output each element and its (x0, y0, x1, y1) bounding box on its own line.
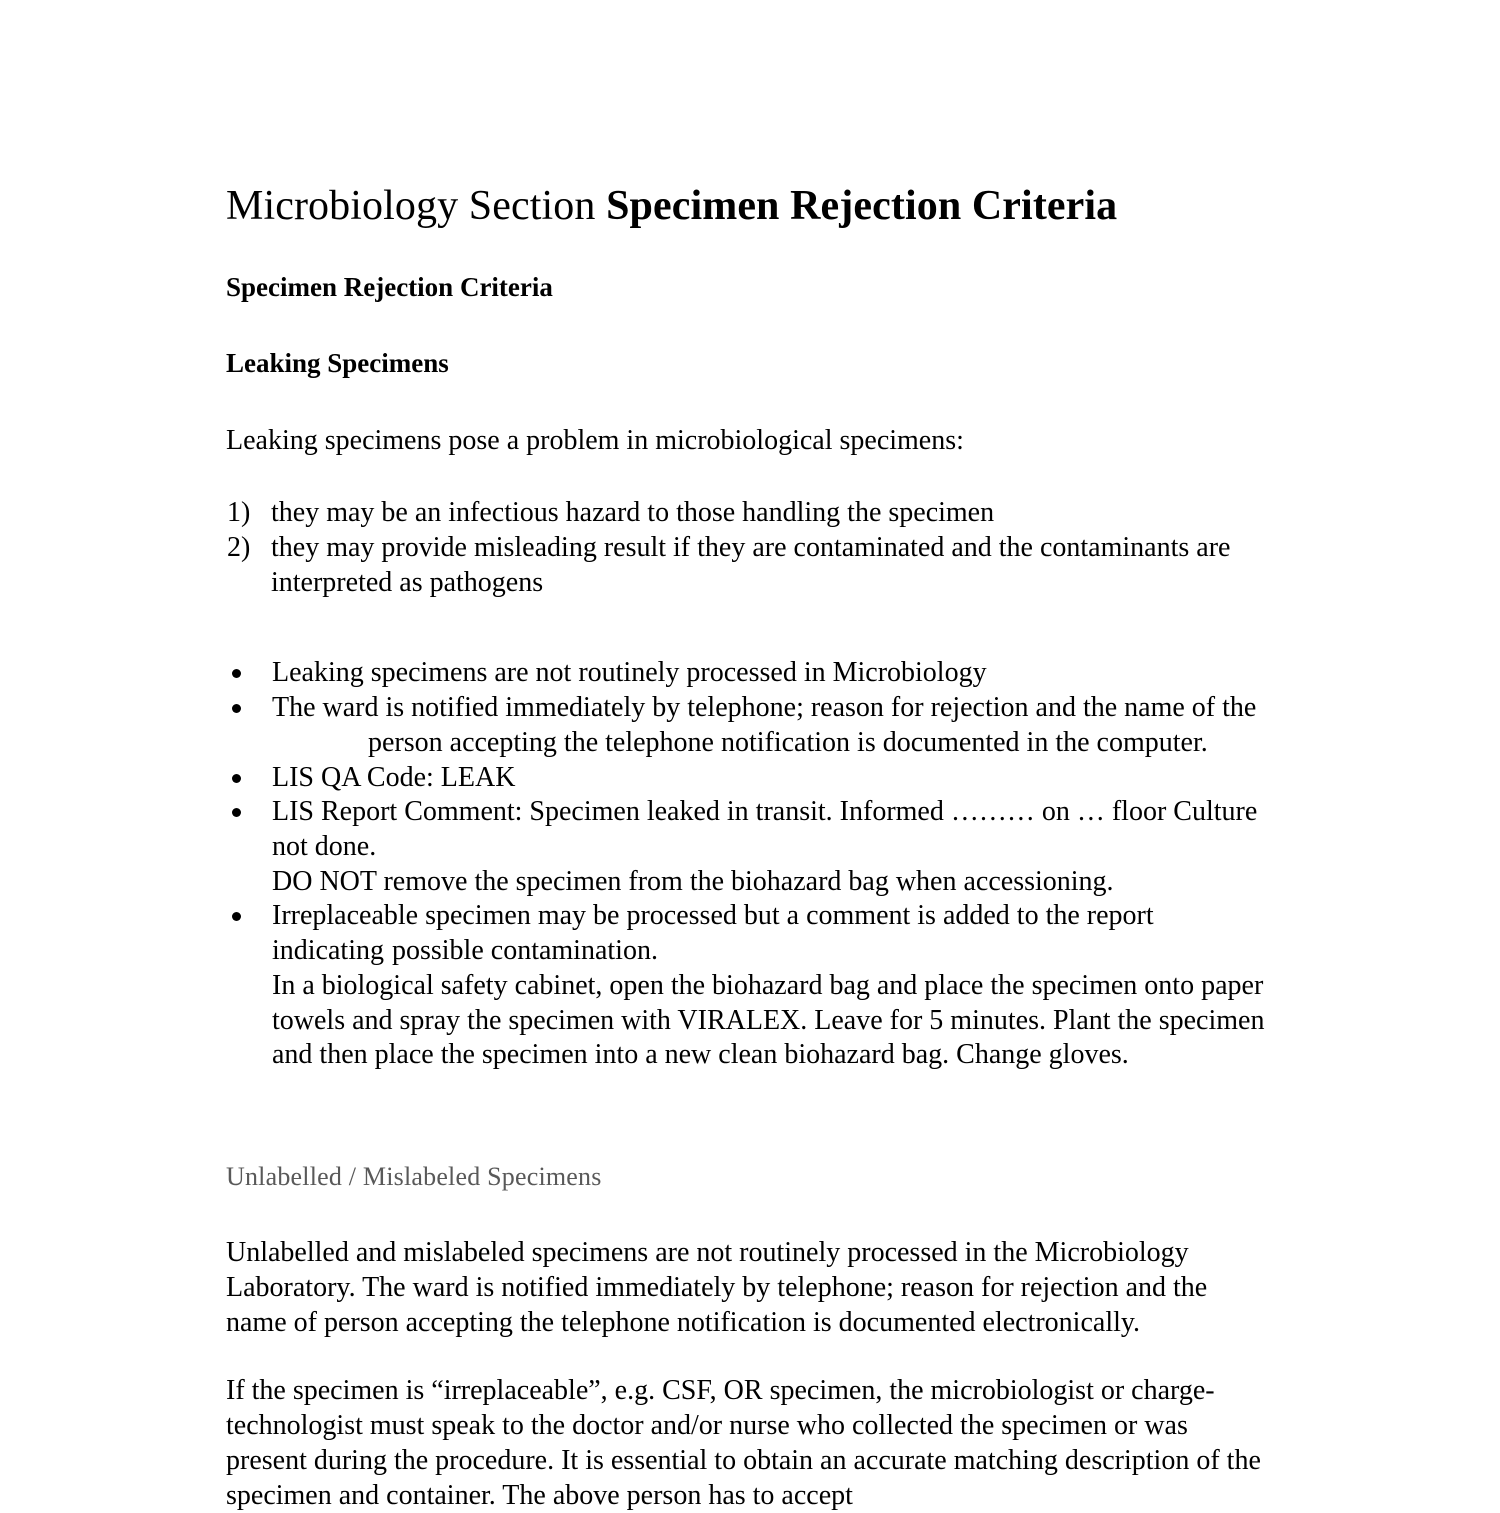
list-item (226, 691, 1270, 760)
heading-specimen-rejection-criteria: Specimen Rejection Criteria (226, 271, 553, 302)
heading-leaking-specimens: Leaking Specimens (226, 348, 449, 379)
bullet-icon (232, 774, 241, 783)
spacer (226, 1073, 1270, 1161)
bullet-icon (232, 704, 241, 713)
list-item-subline: In a biological safety cabinet, open the biohazard bag and place the specimen onto paper towels and spray the specimen with VIRALEX. Leave for 5 minutes. Plant the specimen and then place the specimen into a new clean biohazard bag. Change gloves. (272, 969, 1265, 1071)
paragraph-unlabelled-specimens: Unlabelled and mislabeled specimens are not routinely processed in the Microbiology Laboratory. The ward is notified immediately by telephone; reason for rejection and the name of person accepting the telephone notification is documented electronically. (226, 1237, 1208, 1338)
list-item-text: Leaking specimens are not routinely processed in Microbiology (272, 657, 987, 689)
paragraph-intro: Leaking specimens pose a problem in microbiological specimens: (226, 424, 964, 456)
bullet-list-leaking-procedures (226, 656, 1270, 1073)
list-item-text: they may be an infectious hazard to those handling the specimen (271, 497, 995, 529)
page-title (226, 182, 1270, 231)
numbered-list-leaking-problems (226, 496, 1270, 600)
list-item-text-before-gap: The ward is notified immediately by telephone; reason for rejection and the name of the (272, 692, 1257, 724)
bullet-icon (232, 808, 241, 817)
list-item-text-part2: possible contamination. (391, 935, 658, 967)
heading-unlabelled-mislabeled-specimens: Unlabelled / Mislabeled Specimens (226, 1162, 602, 1191)
page-title-regular: Microbiology Section (226, 183, 607, 229)
list-item (226, 899, 1270, 1073)
spacer (226, 1192, 1270, 1236)
spacer (226, 458, 1270, 496)
paragraph-irreplaceable-specimen: If the specimen is “irreplaceable”, e.g. CSF, OR specimen, the microbiologist or charge-technologist must speak to the doctor and/or nurse who collected the specimen or was present during the procedure. It is essential to obtain an accurate matching description of the specimen and container. The above person has to accept (226, 1375, 1261, 1511)
list-marker: 2) (227, 531, 251, 563)
list-item (226, 795, 1270, 899)
list-item (226, 656, 1270, 691)
list-item-text-part1: Irreplaceable specimen may be processed but a comment is added to the report indicating (272, 900, 1154, 967)
bullet-icon (232, 912, 241, 921)
spacer (226, 303, 1270, 347)
list-marker: 1) (227, 497, 251, 529)
list-item-text: they may provide misleading result if they are contaminated and the contaminants are interpreted as pathogens (271, 531, 1231, 598)
page-title-bold: Specimen Rejection Criteria (606, 183, 1118, 229)
spacer (226, 600, 1270, 656)
list-item-text: LIS QA Code: LEAK (272, 761, 516, 793)
list-item (226, 531, 1270, 600)
list-item-text: LIS Report Comment: Specimen leaked in transit. Informed ……… on … floor Culture not done. (272, 796, 1258, 862)
spacer (226, 1340, 1270, 1374)
list-item-text-after-gap: person accepting the telephone notification is documented in the computer. (368, 726, 1208, 758)
bullet-icon (232, 669, 241, 678)
list-item (226, 761, 1270, 796)
spacer (226, 380, 1270, 424)
list-item (226, 496, 1270, 531)
list-item-subline: DO NOT remove the specimen from the biohazard bag when accessioning. (272, 865, 1114, 897)
